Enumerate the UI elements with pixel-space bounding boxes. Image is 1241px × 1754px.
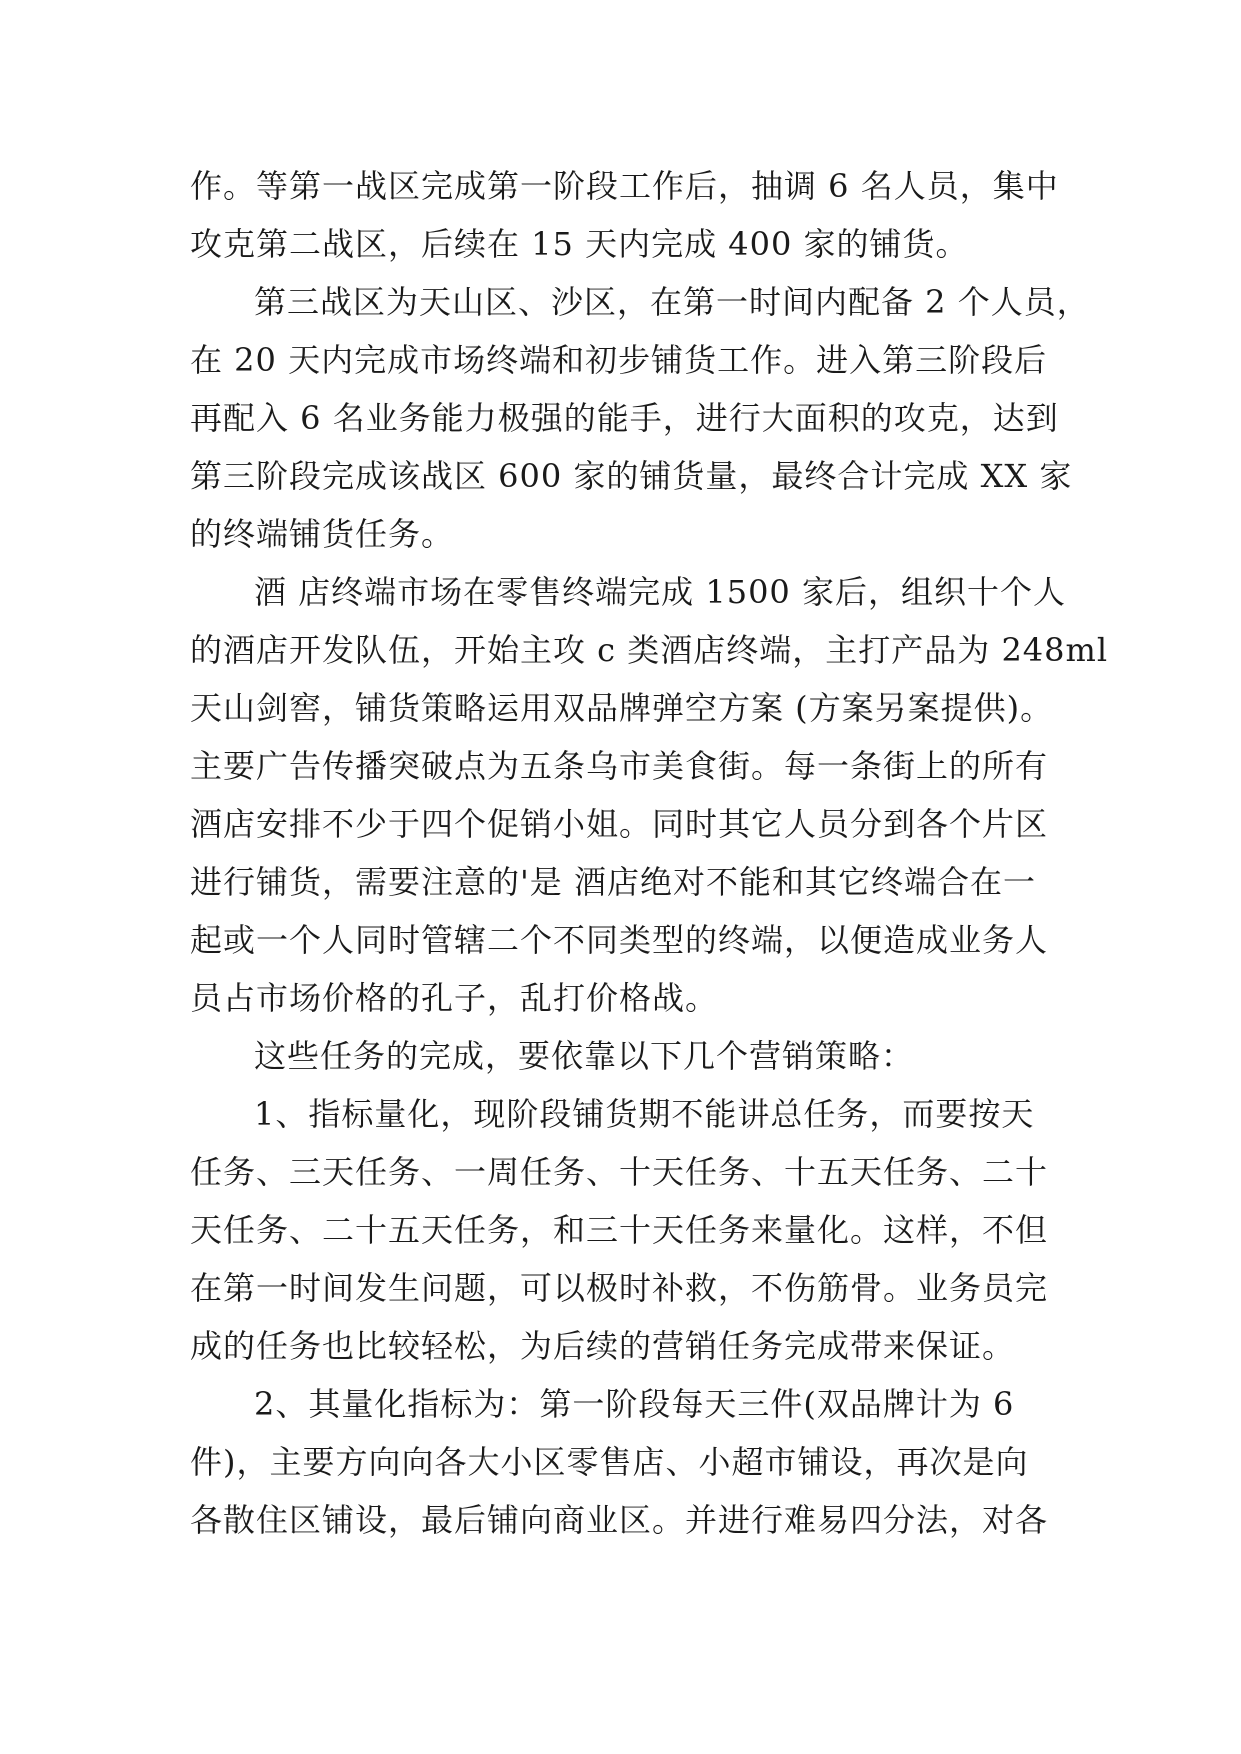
text-line: 件)，主要方向向各大小区零售店、小超市铺设，再次是向 xyxy=(190,1443,1029,1481)
text-line: 起或一个人同时管辖二个不同类型的终端，以便造成业务人 xyxy=(190,921,1049,959)
text-line: 的酒店开发队伍，开始主攻 c 类酒店终端，主打产品为 248ml xyxy=(190,631,1109,669)
text-line: 这些任务的完成，要依靠以下几个营销策略： xyxy=(254,1037,915,1075)
text-line: 天山剑窖，铺货策略运用双品牌弹空方案 (方案另案提供)。 xyxy=(190,689,1054,727)
text-line: 在第一时间发生问题，可以极时补救，不伤筋骨。业务员完 xyxy=(190,1269,1049,1307)
text-line: 攻克第二战区，后续在 15 天内完成 400 家的铺货。 xyxy=(190,225,969,263)
text-line: 第三战区为天山区、沙区，在第一时间内配备 2 个人员， xyxy=(254,283,1090,321)
text-line: 2、其量化指标为：第一阶段每天三件(双品牌计为 6 xyxy=(254,1385,1015,1423)
text-line: 进行铺货，需要注意的'是 酒店绝对不能和其它终端合在一 xyxy=(190,863,1036,901)
text-line: 天任务、二十五天任务，和三十天任务来量化。这样，不但 xyxy=(190,1211,1049,1249)
text-line: 酒 店终端市场在零售终端完成 1500 家后，组织十个人 xyxy=(254,573,1066,611)
text-line: 各散住区铺设，最后铺向商业区。并进行难易四分法，对各 xyxy=(190,1501,1049,1539)
text-line: 1、指标量化，现阶段铺货期不能讲总任务，而要按天 xyxy=(254,1095,1035,1133)
text-line: 再配入 6 名业务能力极强的能手，进行大面积的攻克，达到 xyxy=(190,399,1059,437)
text-line: 任务、三天任务、一周任务、十天任务、十五天任务、二十 xyxy=(190,1153,1049,1191)
text-line: 第三阶段完成该战区 600 家的铺货量，最终合计完成 XX 家 xyxy=(190,457,1073,495)
text-line: 作。等第一战区完成第一阶段工作后，抽调 6 名人员，集中 xyxy=(190,167,1059,205)
text-line: 员占市场价格的孔子，乱打价格战。 xyxy=(190,979,719,1017)
text-line: 酒店安排不少于四个促销小姐。同时其它人员分到各个片区 xyxy=(190,805,1049,843)
text-line: 的终端铺货任务。 xyxy=(190,515,455,553)
text-line: 成的任务也比较轻松，为后续的营销任务完成带来保证。 xyxy=(190,1327,1016,1365)
text-line: 主要广告传播突破点为五条乌市美食街。每一条街上的所有 xyxy=(190,747,1049,785)
text-line: 在 20 天内完成市场终端和初步铺货工作。进入第三阶段后 xyxy=(190,341,1048,379)
